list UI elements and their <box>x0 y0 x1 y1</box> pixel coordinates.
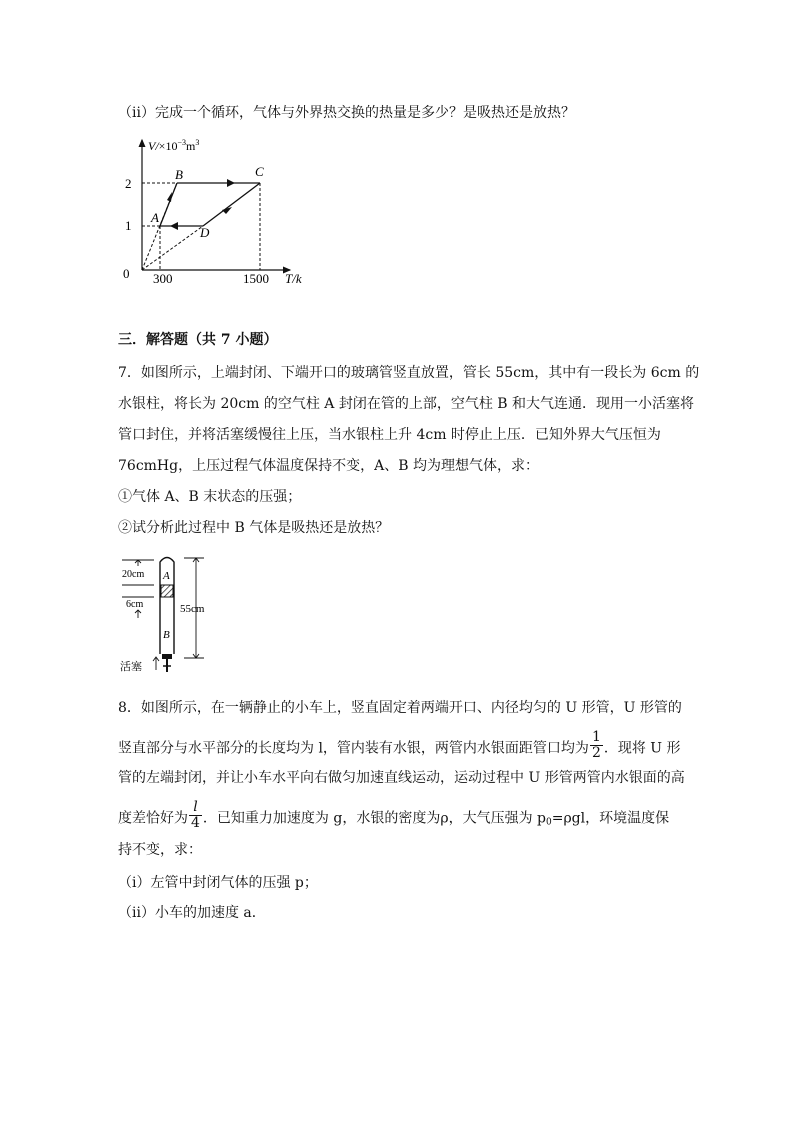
point-b: B <box>175 167 183 182</box>
y-tick-1: 1 <box>125 218 132 233</box>
y-axis-label: $V/\times 10^{-3}m^3$ <box>148 138 200 153</box>
q8-line-4: 度差恰好为 $\frac{l}{4}$ ．已知重力加速度为 g，水银的密度为ρ，大气压强为 $p_0=\rho gl$，环境温度保 <box>118 799 670 831</box>
path-c-d <box>203 183 260 226</box>
q7-line-3: 管口封住，并将活塞缓慢往上压，当水银柱上升 4cm 时停止上压．已知外界大气压恒为 <box>118 427 661 443</box>
x-tick-1500: 1500 <box>243 271 269 286</box>
point-c: C <box>255 164 264 179</box>
q8-line-5: 持不变，求： <box>118 842 202 858</box>
dim-6-label: 6cm <box>126 599 144 610</box>
path-a-b <box>160 183 177 226</box>
y-tick-2: 2 <box>125 176 132 191</box>
q7-line-4: 76cmHg，上压过程气体温度保持不变，A、B 均为理想气体，求： <box>118 458 539 474</box>
x-tick-300: 300 <box>153 271 173 286</box>
q8-line-1: 8．如图所示，在一辆静止的小车上，竖直固定着两端开口、内径均匀的 U 形管，U 形管的 <box>118 700 682 716</box>
q7-line-2: 水银柱，将长为 20cm 的空气柱 A 封闭在管的上部，空气柱 B 和大气连通．现用一小活塞将 <box>118 396 695 412</box>
v-t-graph <box>115 130 315 295</box>
point-a: A <box>151 210 159 225</box>
q6-part-ii-text: （ii）完成一个循环，气体与外界热交换的热量是多少？是吸热还是放热？ <box>118 105 575 121</box>
glass-tube-figure <box>118 552 228 677</box>
dim-55-label: 55cm <box>180 603 205 615</box>
dim-20-label: 20cm <box>122 569 145 580</box>
dashed-origin-d <box>142 226 203 270</box>
piston <box>162 654 172 659</box>
q7-sub-1: ①气体 A、B 末状态的压强； <box>118 489 302 505</box>
q8-part-ii: （ii）小车的加速度 a． <box>118 905 266 921</box>
arrow-d-a <box>170 222 178 230</box>
q8-line-2: 竖直部分与水平部分的长度均为 l，管内装有水银，两管内水银面距管口均为 $\frac{1}{2}$ ．现将 U 形 <box>118 729 681 761</box>
q8-line-3: 管的左端封闭，并让小车水平向右做匀加速直线运动，运动过程中 U 形管两管内水银面的高 <box>118 770 685 786</box>
x-axis-label: T/k <box>285 271 302 286</box>
q8-part-i: （i）左管中封闭气体的压强 p； <box>118 875 318 891</box>
arrow-a-b <box>167 192 172 202</box>
fraction-one-half: $\frac{1}{2}$ <box>591 729 601 761</box>
mercury-column <box>161 585 173 597</box>
q7-line-1: 7．如图所示，上端封闭、下端开口的玻璃管竖直放置，管长 55cm，其中有一段长为 6cm 的 <box>118 365 700 381</box>
piston-label: 活塞 <box>120 661 142 673</box>
fraction-l-over-4: $\frac{l}{4}$ <box>191 799 200 831</box>
q7-sub-2: ②试分析此过程中 B 气体是吸热还是放热？ <box>118 520 390 536</box>
gas-a-label: A <box>163 570 170 582</box>
section-title: 三．解答题（共 7 小题） <box>118 332 278 348</box>
origin-label: 0 <box>123 266 130 281</box>
gas-b-label: B <box>163 629 170 641</box>
arrow-b-c <box>227 179 235 187</box>
point-d: D <box>200 225 210 240</box>
